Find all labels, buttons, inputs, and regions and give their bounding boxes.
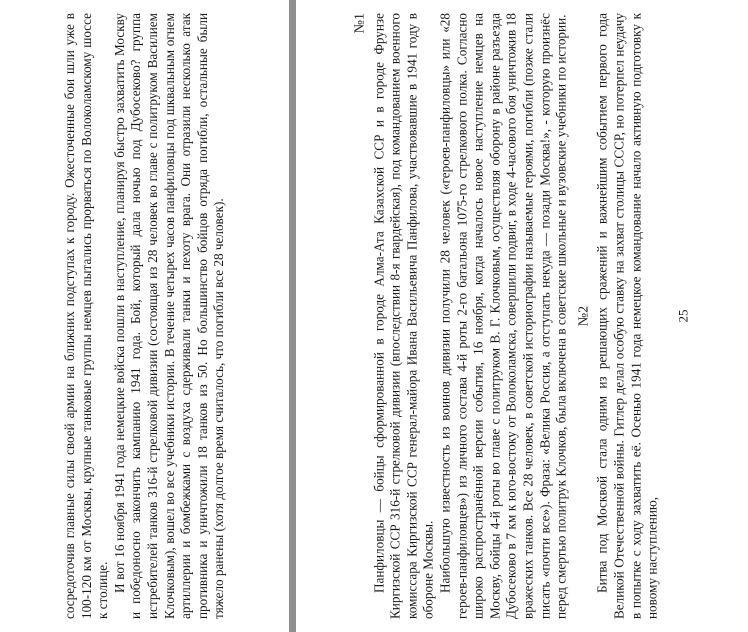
left-page — [0, 0, 289, 632]
book-gutter — [289, 0, 296, 632]
left-paragraph-1: сосредоточив главные силы своей армии на ближних подступах к городу. Ожесточенные бои шли уже в 100-120 км от Москвы, крупные танковые группы немцев пытались прорваться по Волоколамскому шоссе к столице. — [61, 13, 110, 619]
right-paragraph-1: Панфиловцы — бойцы сформированной в городе Алма-Ата Казахской ССР и в городе Фрунзе Киргизской ССР 316-й стрелковой дивизии (впоследствии 8-я гвардейская), под командованием военного комиссара Киргизской ССР генерал-майора Ивана Васильевича Панфилова, участвовавшие в 1941 году в обороне Москвы. — [370, 13, 436, 619]
left-page-text-column — [62, 13, 228, 619]
right-paragraph-2: Наибольшую известность из воинов дивизии получили 28 человек («героев-панфиловцы» или «28 героев-панфиловцев») из личного состава 4-й роты 2-го батальона 1075-го стрелкового полка. Согласно широко распространённой версии события, 16 ноября, когда началось новое наступление немцев на Москву, бойцы 4-й роты во главе с политруком В. Г. Клочковым, осуществляя оборону в районе разъезда Дубосеково в 7 км к юго-востоку от Волоколамска, совершили подвиг, в ходе 4-часового боя уничтожив 18 вражеских танков. Все 28 человек, в советской историографии называемые героями, погибли (позже стали писать «почти все»). Фраза: «Велика Россия, а отступать некуда — позади Москва!», - которую произнёс перед смертью политрук Клочков, была включена в советские школьные и вузовские учебники по истории. — [437, 13, 569, 619]
left-page-rotated-content — [0, 13, 289, 619]
page-number: 25 — [675, 309, 691, 323]
right-page-rotated-content — [296, 13, 748, 619]
section-heading-2: №2 — [576, 305, 592, 327]
left-paragraph-2: И вот 16 ноября 1941 года немецкие войска пошли в наступление, планируя быстро захватить Москву и победоносно закончить кампанию 1941 года. Бой, который дала ночью под Дубосеково? группа истребителей танков 316-й стрелковой дивизии (состоящая из 28 человек во главе с политруком Василием Клочковым), вошел во все учебники истории. В течение четырех часов панфиловцы под шквальным огнем артиллерии и бомбежками с воздуха сдерживали танки и пехоту врага. Они отразили несколько атак противника и уничтожили 18 танков из 50. Но большинство бойцов отряда погибли, остальные были тяжело ранены (хотя долгое время считалось, что погибли все 28 человек). — [111, 13, 226, 619]
right-page — [296, 0, 748, 632]
section-heading-1: №1 — [352, 13, 368, 34]
right-page-text-column — [352, 13, 691, 619]
right-paragraph-3: Битва под Москвой стала одним из решающих сражений и важнейшим событием первого года Великой Отечественной войны. Гитлер делал особую ставку на захват столицы СССР, но потерпел неудачу в попытке с ходу захватить её. Осенью 1941 года немецкое командование начало активную подготовку к новому наступлению, — [594, 13, 660, 619]
